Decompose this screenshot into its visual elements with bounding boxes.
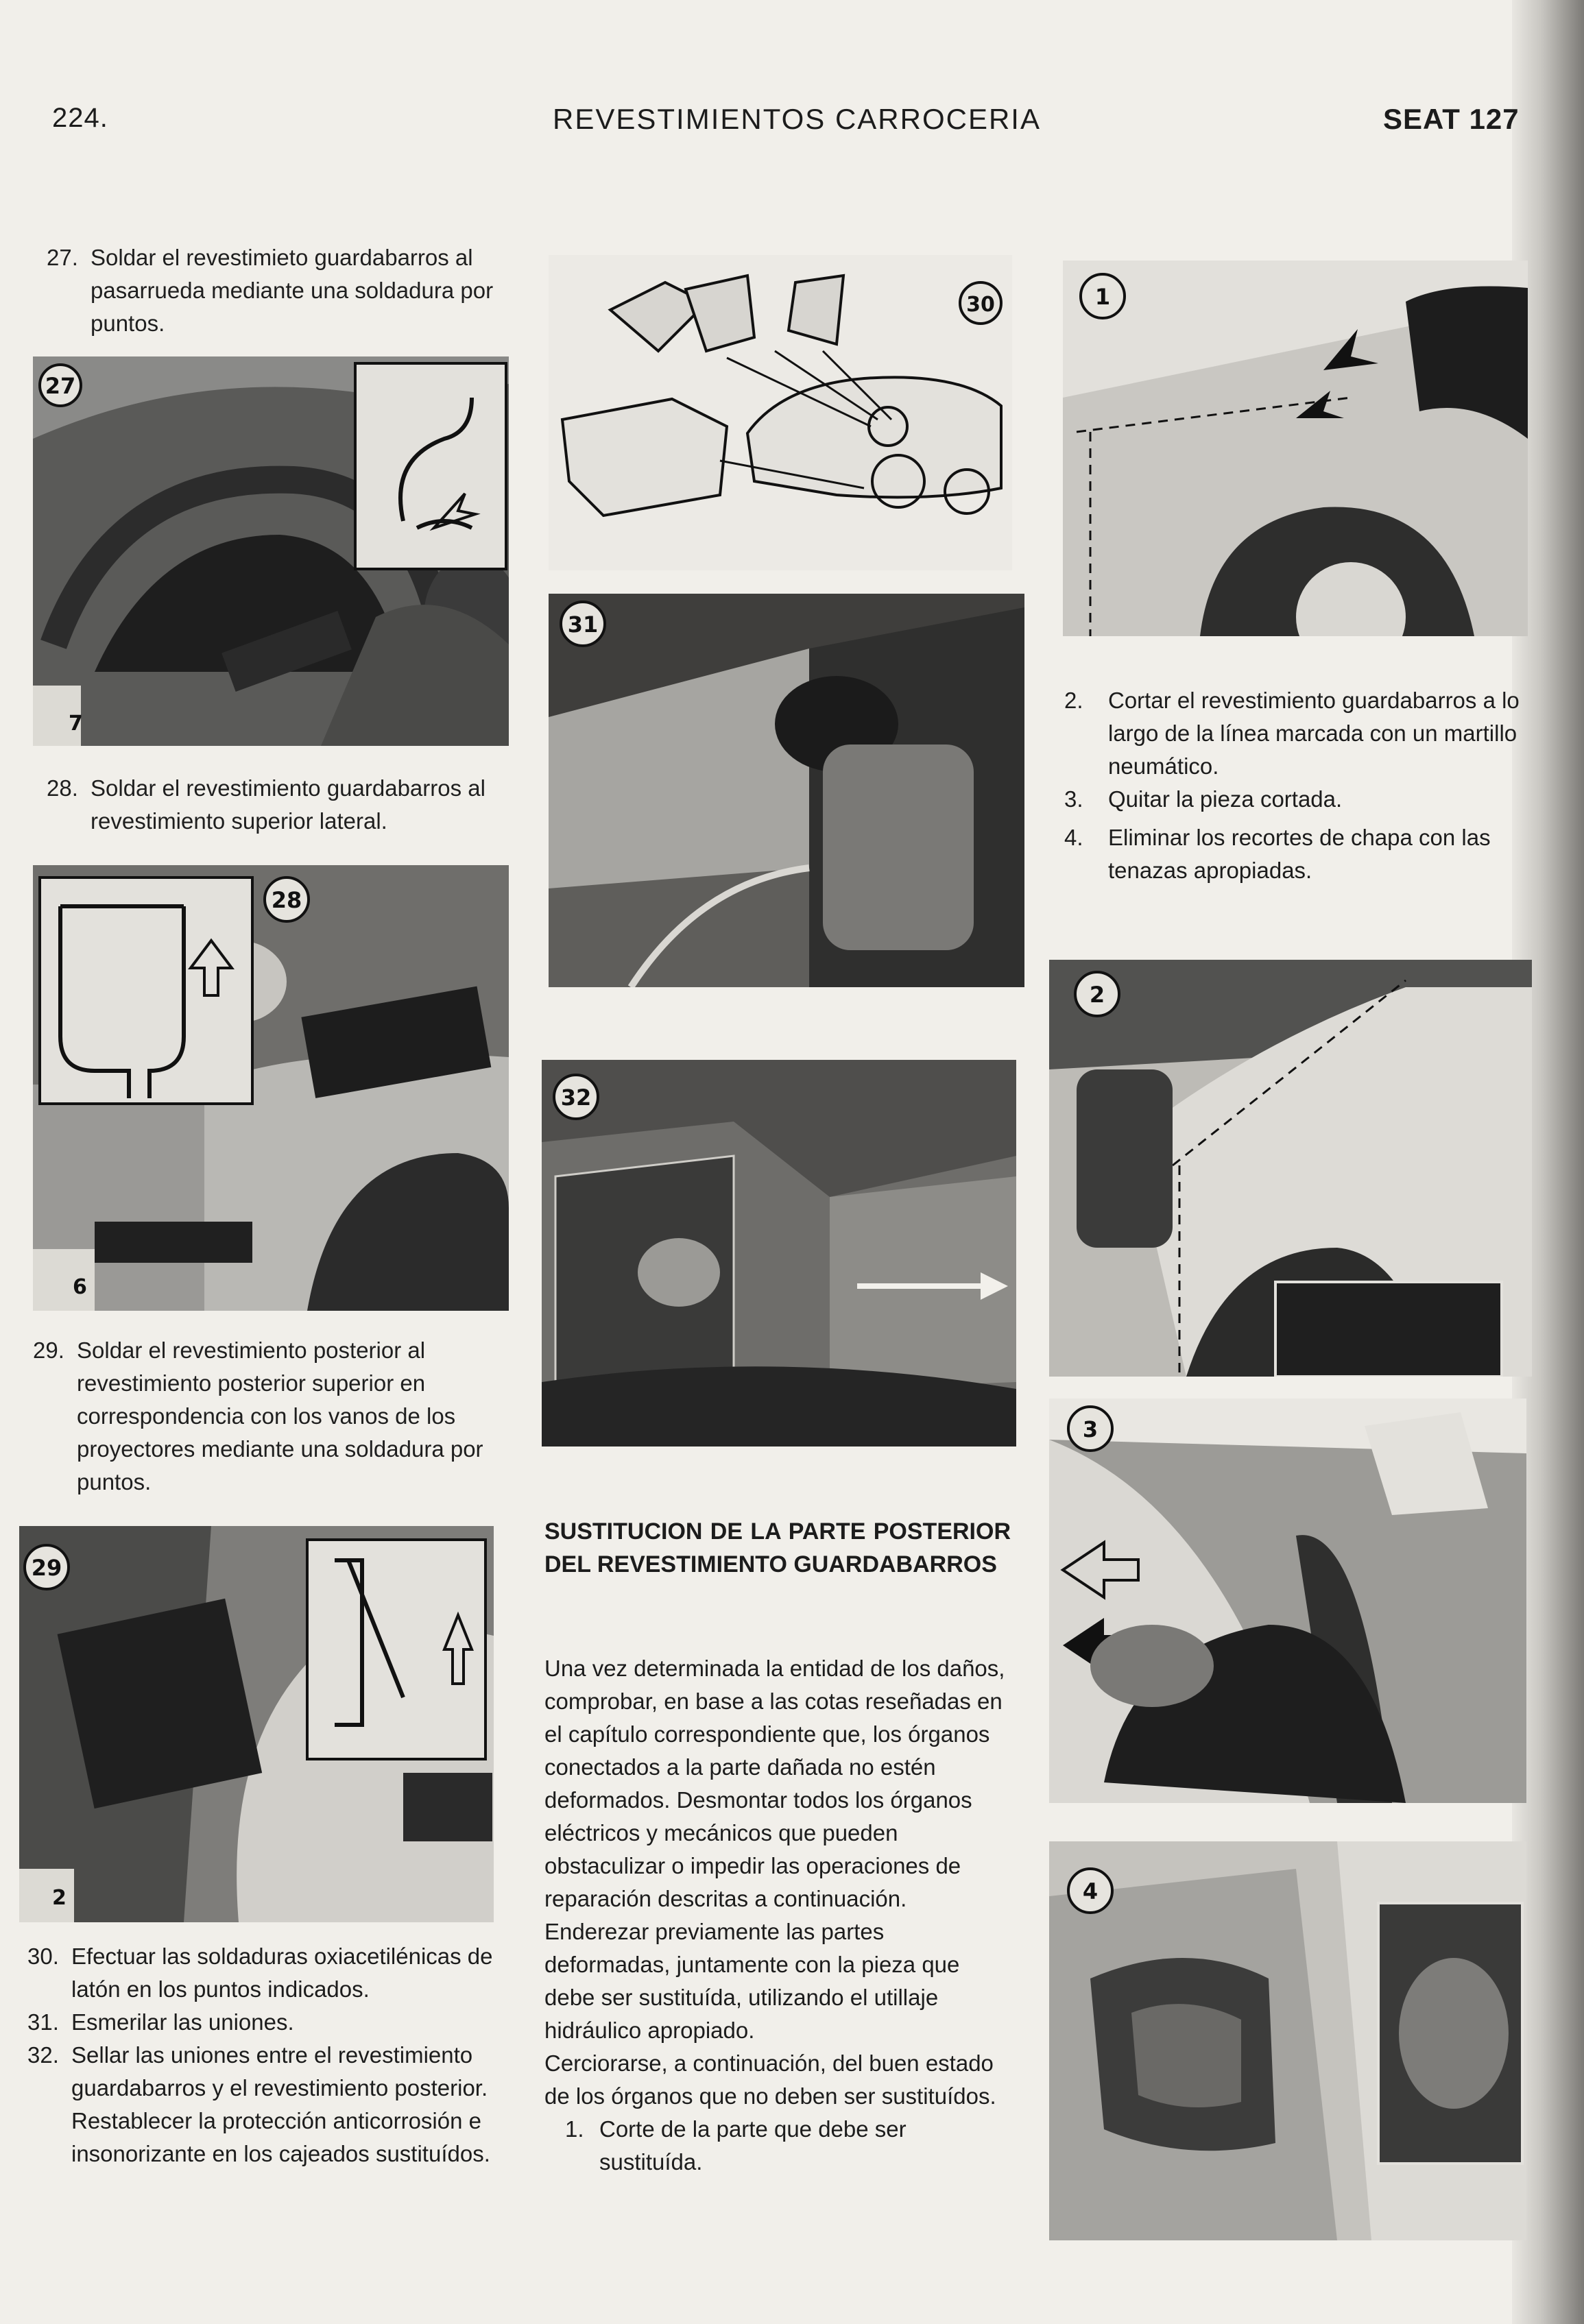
- step-number: 3.: [1064, 786, 1083, 812]
- figure-corner-tag: 6: [73, 1275, 87, 1299]
- figure-label: 1: [1094, 284, 1111, 310]
- figure-label: 4: [1082, 1878, 1099, 1904]
- figure-31-grinding-photo: [549, 594, 1024, 987]
- figure-28-welding-photo: [33, 865, 509, 1311]
- step-28: [47, 772, 520, 838]
- figure-step-4-photo: [1049, 1841, 1526, 2240]
- step-text: Efectuar las soldaduras oxiacetilénicas de latón en los puntos indicados.: [71, 1944, 493, 2002]
- figure-step-3-photo: [1049, 1399, 1526, 1803]
- step-29: [33, 1334, 520, 1499]
- step-4: [1064, 821, 1531, 887]
- step-text: Soldar el revestimieto guardabarros al pasarrueda mediante una soldadura por puntos.: [91, 245, 494, 336]
- step-31: [27, 2006, 521, 2039]
- step-text: Eliminar los recortes de chapa con las tenazas apropiadas.: [1108, 825, 1491, 883]
- step-number: 1.: [565, 2116, 584, 2142]
- figure-corner-tag: 7: [69, 712, 83, 736]
- section-body: [544, 1652, 1011, 2179]
- step-number: 28.: [47, 775, 78, 801]
- step-3: [1064, 783, 1531, 816]
- figure-label: 2: [1089, 982, 1105, 1008]
- figure-30-parts-diagram: [549, 255, 1012, 570]
- step-27: [47, 241, 520, 340]
- figure-label: 28: [271, 887, 302, 913]
- step-32: [27, 2039, 521, 2105]
- section-title: REVESTIMIENTOS CARROCERIA: [553, 103, 1041, 135]
- step-30: [27, 1940, 521, 2006]
- step-text: Sellar las uniones entre el revestimiento guardabarros y el revestimiento posterior.: [71, 2042, 488, 2101]
- paragraph-intro: Una vez determinada la entidad de los daños, comprobar, en base a las cotas reseñadas en el capítulo correspondiente que, los órganos conectados a la parte dañada no estén deformados. Desmontar todos los órganos eléctricos y mecánicos que pueden obstaculizar o impedir las operaciones de reparación descritas a continuación.: [544, 1656, 1005, 1911]
- step-number: 4.: [1064, 825, 1083, 850]
- figure-label: 30: [966, 293, 995, 317]
- figure-27-welding-photo: [33, 356, 509, 746]
- figure-step-2-photo: [1049, 960, 1532, 1377]
- figure-corner-tag: 2: [52, 1886, 67, 1910]
- step-text: Soldar el revestimiento posterior al revestimiento posterior superior en correspondencia con los vanos de los proyectores mediante una soldadura por puntos.: [77, 1337, 483, 1494]
- step-2: [1064, 684, 1531, 783]
- step-32-note: [27, 2105, 521, 2170]
- step-number: 30.: [27, 1944, 59, 1969]
- steps-30-32: [27, 1940, 521, 2170]
- figure-32-sealing-photo: [542, 1060, 1016, 1447]
- step-number: 32.: [27, 2042, 59, 2068]
- figure-29-welding-photo: [19, 1526, 494, 1922]
- substep-1: [565, 2113, 1011, 2179]
- figure-label: 27: [45, 373, 76, 399]
- page-number: 224.: [52, 103, 108, 133]
- brand-label: SEAT 127: [1383, 103, 1520, 135]
- step-text: Cortar el revestimiento guardabarros a lo largo de la línea marcada con un martillo neumático.: [1108, 688, 1520, 779]
- figure-label: 3: [1082, 1416, 1099, 1442]
- figure-step-1-photo: [1063, 261, 1528, 636]
- figure-label: 29: [31, 1555, 62, 1581]
- step-number: 27.: [47, 245, 78, 270]
- step-text: Quitar la pieza cortada.: [1108, 786, 1343, 812]
- step-text: Restablecer la protección anticorrosión e insonorizante en los cajeados sustituídos.: [71, 2108, 490, 2166]
- steps-2-4: [1064, 684, 1531, 887]
- section-heading: SUSTITUCION DE LA PARTE POSTERIOR DEL REVESTIMIENTO GUARDABARROS: [544, 1518, 1011, 1577]
- step-text: Corte de la parte que debe ser sustituída.: [599, 2116, 907, 2175]
- paragraph-straighten: Enderezar previamente las partes deformadas, juntamente con la pieza que debe ser sustituída, utilizando el utillaje hidráulico apropiado.: [544, 1919, 960, 2043]
- step-text: Esmerilar las uniones.: [71, 2009, 294, 2035]
- step-number: 31.: [27, 2009, 59, 2035]
- figure-label: 32: [560, 1085, 592, 1111]
- figure-label: 31: [567, 612, 599, 638]
- step-number: 2.: [1064, 688, 1083, 713]
- step-text: Soldar el revestimiento guardabarros al revestimiento superior lateral.: [91, 775, 485, 834]
- paragraph-check: Cerciorarse, a continuación, del buen estado de los órganos que no deben ser sustituídos.: [544, 2050, 996, 2109]
- step-number: 29.: [33, 1337, 64, 1363]
